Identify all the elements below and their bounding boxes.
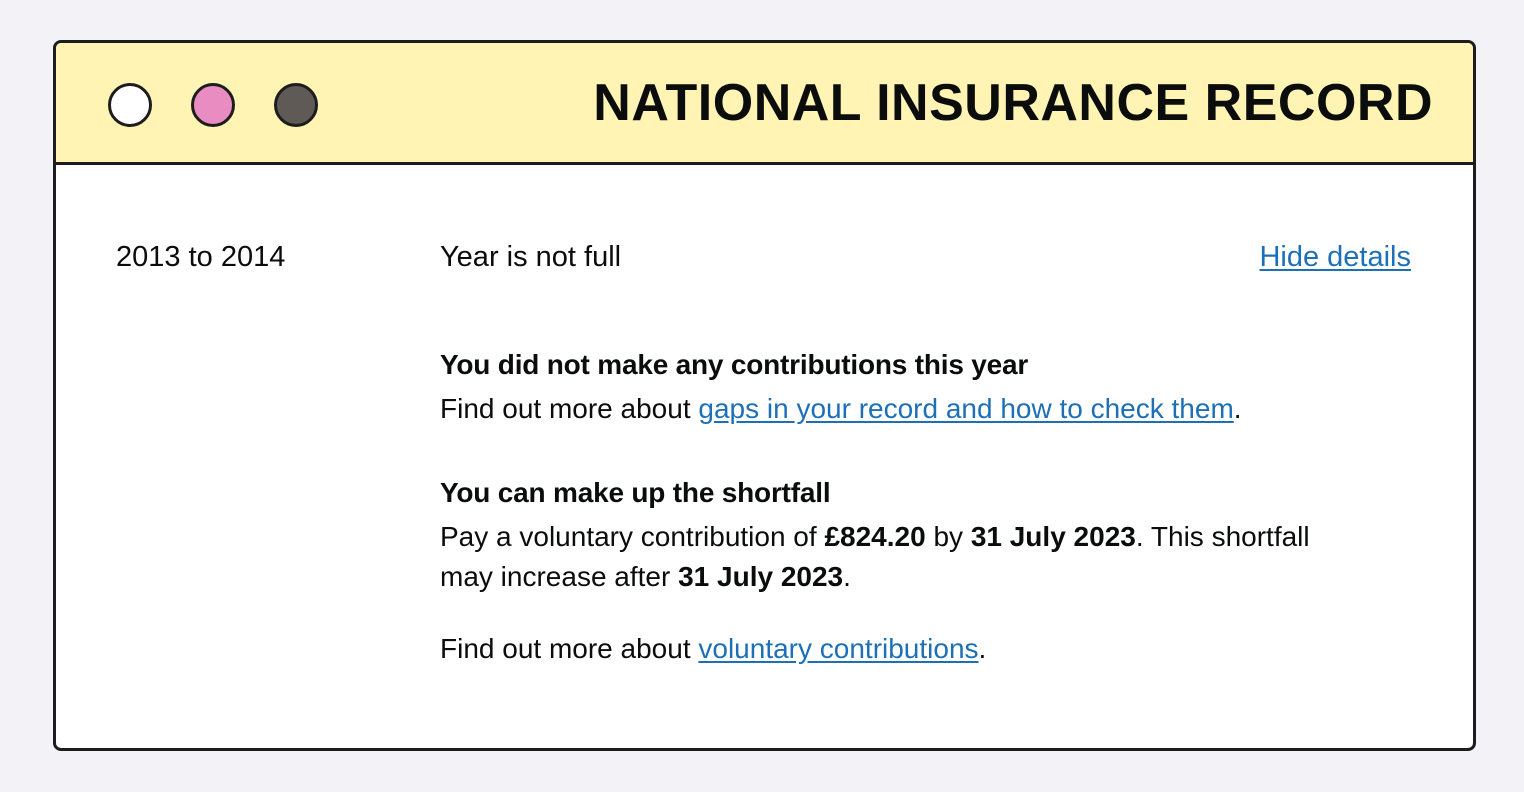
voluntary-text-suffix: . [978,633,987,664]
contribution-amount: £824.20 [824,521,926,552]
year-status: Year is not full [440,241,622,273]
year-details [440,345,1360,669]
shortfall-text-1: Pay a voluntary contribution of [440,521,825,552]
gaps-paragraph [440,389,1360,429]
browser-window [53,40,1476,751]
voluntary-contributions-link[interactable]: voluntary contributions [698,633,979,664]
payment-deadline: 31 July 2023 [970,521,1136,552]
tax-year: 2013 to 2014 [116,241,286,273]
gray-circle-icon[interactable] [274,83,318,127]
gaps-text-suffix: . [1233,393,1242,424]
gaps-text-prefix: Find out more about [440,393,699,424]
no-contributions-heading: You did not make any contributions this year [440,349,1029,380]
no-contributions-section [440,345,1360,429]
window-titlebar [56,43,1473,165]
shortfall-text-2: by [925,521,971,552]
voluntary-text-prefix: Find out more about [440,633,699,664]
voluntary-paragraph [440,629,1360,669]
voluntary-section [440,629,1360,669]
pink-circle-icon[interactable] [191,83,235,127]
window-title: NATIONAL INSURANCE RECORD [593,74,1433,132]
hide-details-link[interactable]: Hide details [1259,241,1411,273]
record-content [56,165,1473,748]
gaps-in-record-link[interactable]: gaps in your record and how to check them [698,393,1234,424]
shortfall-section [440,473,1360,597]
shortfall-text-4: . [843,561,851,592]
white-circle-icon[interactable] [108,83,152,127]
increase-deadline: 31 July 2023 [678,561,844,592]
shortfall-heading: You can make up the shortfall [440,477,831,508]
shortfall-text-3: . This shortfall may increase after [440,521,1310,592]
shortfall-paragraph [440,517,1360,597]
